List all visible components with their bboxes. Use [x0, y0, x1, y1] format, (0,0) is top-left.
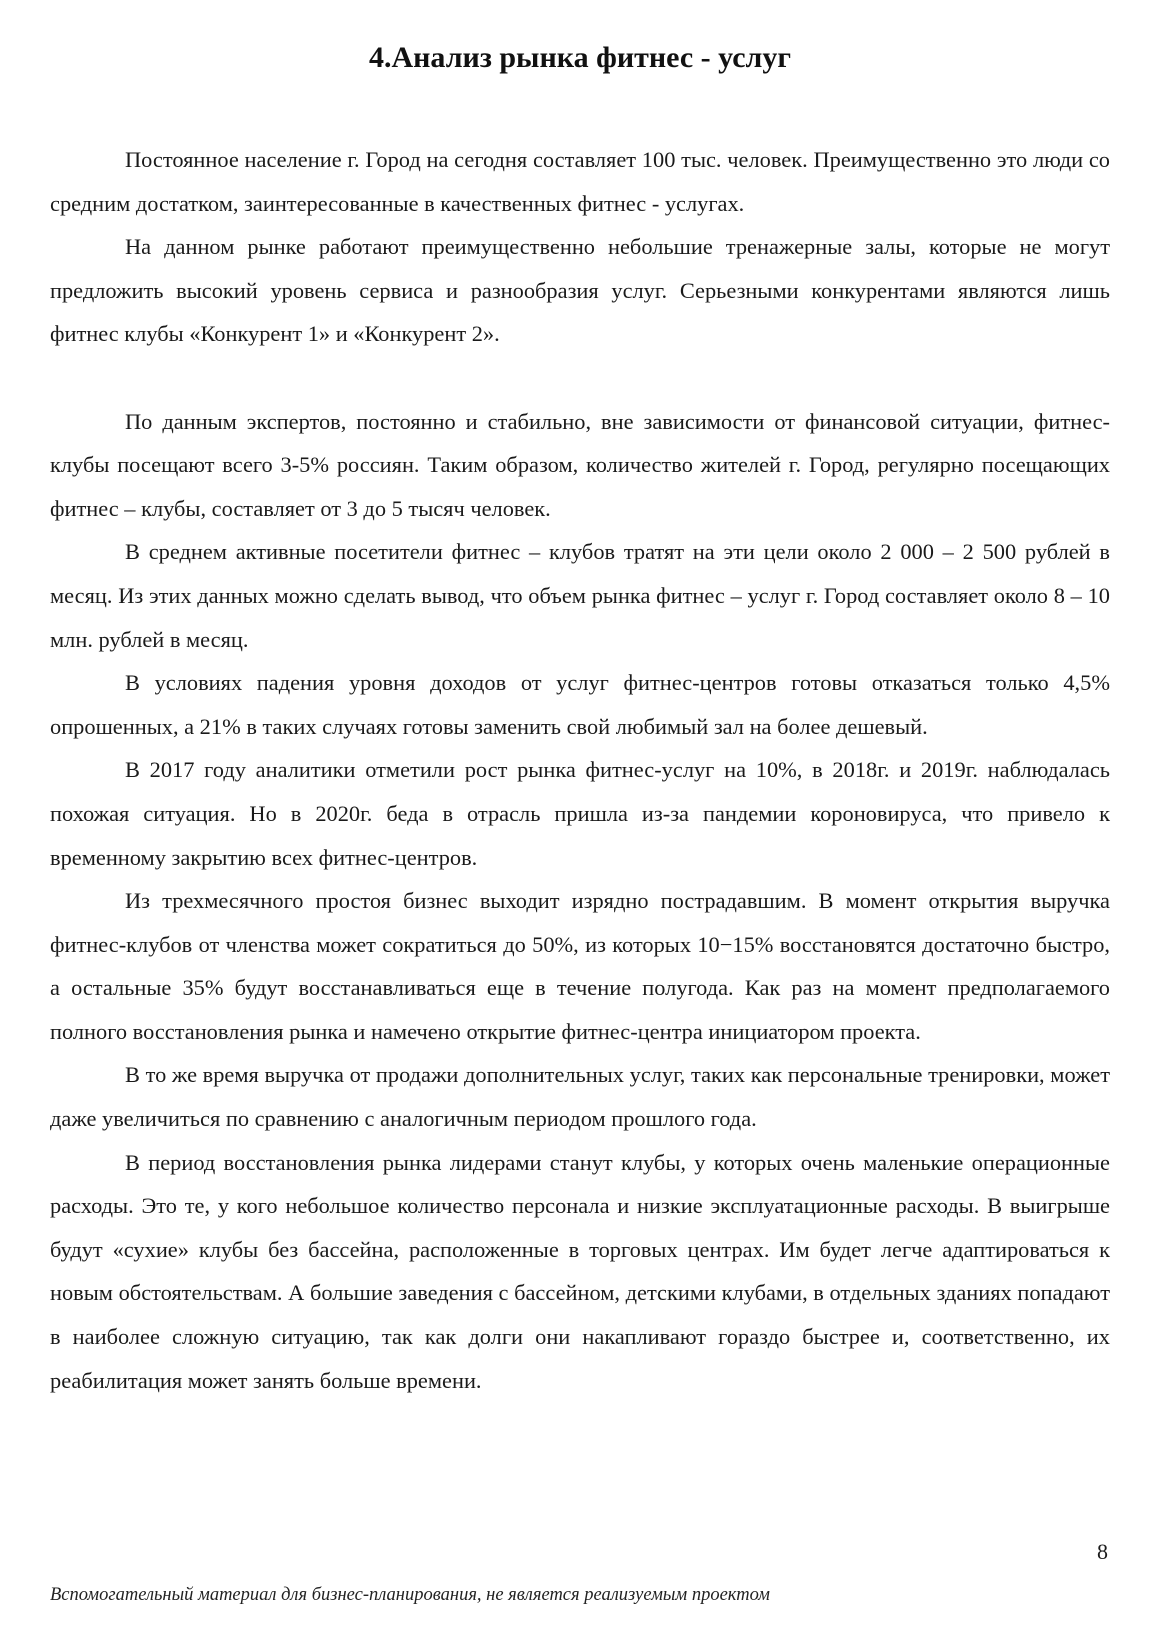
page-title: 4.Анализ рынка фитнес - услуг	[368, 41, 791, 74]
paragraph: Из трехмесячного простоя бизнес выходит изрядно пострадавшим. В момент открытия выручка фитнес-клубов от членства может сократиться до 50%, из которых 10−15% восстановятся достаточно быстро, а остальные 35% будут восстанавливаться еще в течение полугода. Как раз на момент предполагаемого полного восстановления рынка и намечено открытие фитнес-центра инициатором проекта.	[50, 888, 1110, 1044]
paragraph: В условиях падения уровня доходов от услуг фитнес-центров готовы отказаться только 4,5% опрошенных, а 21% в таких случаях готовы заменить свой любимый зал на более дешевый.	[50, 670, 1110, 739]
paragraph: В период восстановления рынка лидерами станут клубы, у которых очень маленькие операционные расходы. Это те, у кого небольшое количество персонала и низкие эксплуатационные расходы. В выигрыше будут «сухие» клубы без бассейна, расположенные в торговых центрах. Им будет легче адаптироваться к новым обстоятельствам. А большие заведения с бассейном, детскими клубами, в отдельных зданиях попадают в наиболее сложную ситуацию, так как долги они накапливают гораздо быстрее и, соответственно, их реабилитация может занять больше времени.	[50, 1149, 1110, 1393]
paragraph: В то же время выручка от продажи дополнительных услуг, таких как персональные тренировки, может даже увеличиться по сравнению с аналогичным периодом прошлого года.	[50, 1062, 1110, 1132]
paragraph: На данном рынке работают преимущественно небольшие тренажерные залы, которые не могут предложить высокий уровень сервиса и разнообразия услуг. Серьезными конкурентами являются лишь фитнес клубы «Конкурент 1» и «Конкурент 2».	[50, 234, 1110, 347]
paragraph: В среднем активные посетители фитнес – клубов тратят на эти цели около 2 000 – 2 500 рублей в месяц. Из этих данных можно сделать вывод, что объем рынка фитнес – услуг г. Город составляет около 8 – 10 млн. рублей в месяц.	[50, 539, 1110, 652]
footer-note: Вспомогательный материал для бизнес-планирования, не является реализуемым проектом	[50, 1585, 770, 1605]
page-number: 8	[1097, 1539, 1108, 1564]
body-text	[50, 138, 1110, 1402]
paragraph: В 2017 году аналитики отметили рост рынка фитнес-услуг на 10%, в 2018г. и 2019г. наблюдалась похожая ситуация. Но в 2020г. беда в отрасль пришла из-за пандемии короновируса, что привело к временному закрытию всех фитнес-центров.	[50, 757, 1110, 870]
paragraph: По данным экспертов, постоянно и стабильно, вне зависимости от финансовой ситуации, фитнес-клубы посещают всего 3-5% россиян. Таким образом, количество жителей г. Город, регулярно посещающих фитнес – клубы, составляет от 3 до 5 тысяч человек.	[50, 408, 1110, 521]
paragraph: Постоянное население г. Город на сегодня составляет 100 тыс. человек. Преимущественно это люди со средним достатком, заинтересованные в качественных фитнес - услугах.	[50, 147, 1110, 216]
